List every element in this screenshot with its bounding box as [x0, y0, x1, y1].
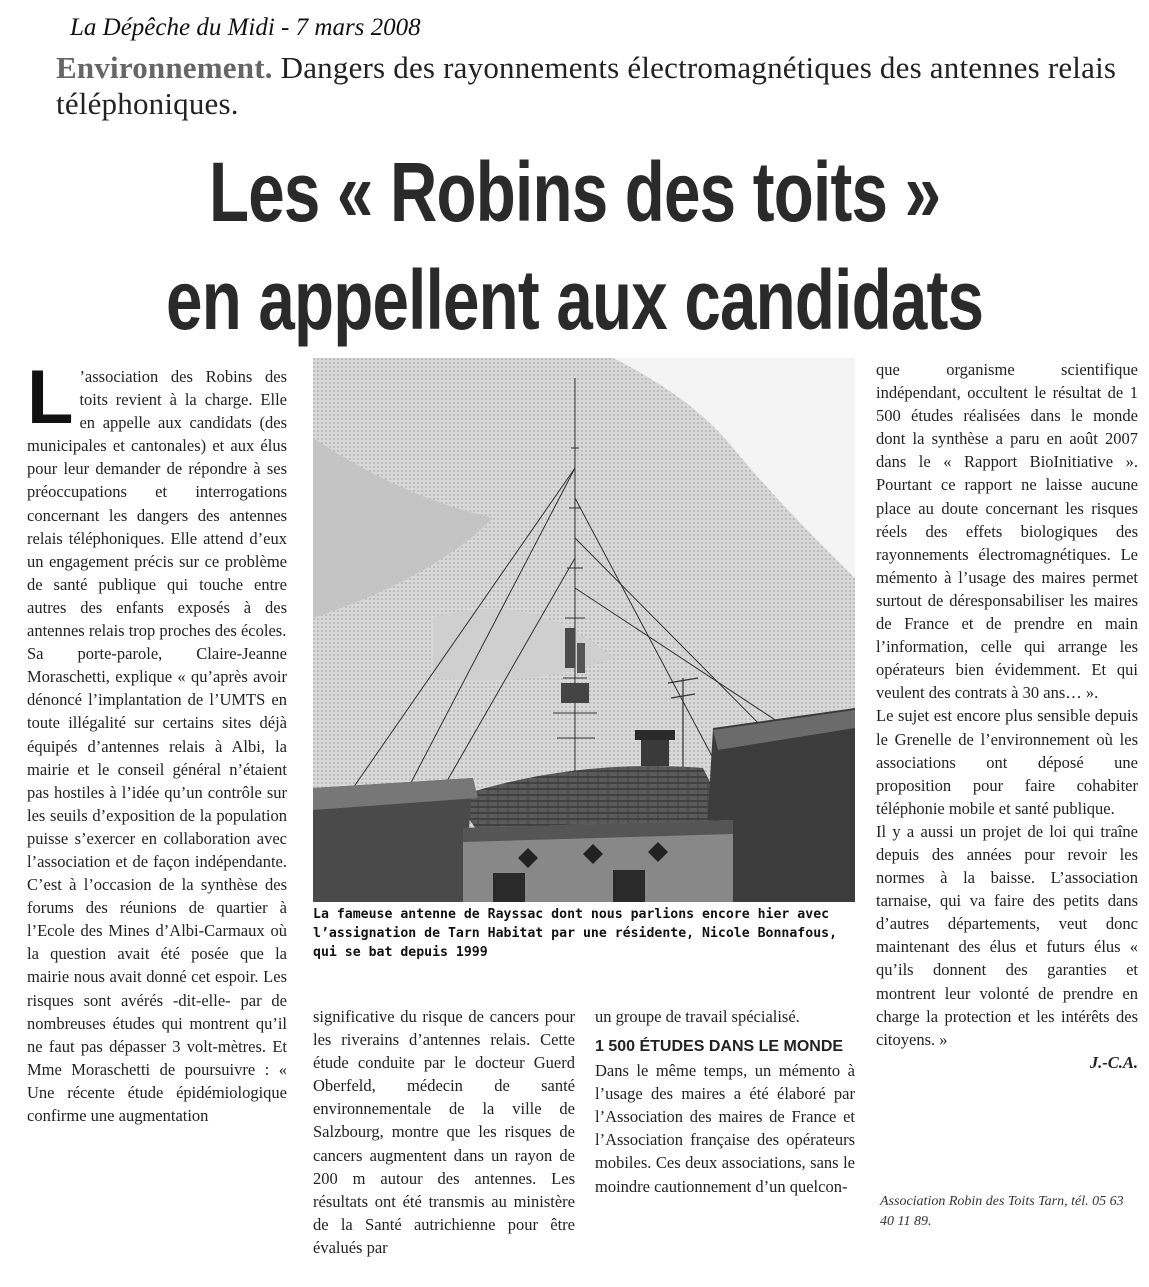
dropcap: L — [27, 355, 74, 440]
article-column-1 — [27, 355, 287, 1127]
author-signature: J.-C.A. — [1089, 1052, 1138, 1072]
headline-line-2: en appellent aux candidats — [166, 253, 984, 347]
antenna-photo — [313, 358, 855, 902]
kicker-text: Dangers des rayonnements électromagnétiques des antennes relais téléphoniques. — [56, 50, 1117, 121]
paragraph: Dans le même temps, un mémento à l’usage des maires a été élaboré par l’Association des maires de France et l’Association française des opérateurs mobiles. Ces deux associations, sans le moindre cautionnement d’un quelcon- — [595, 1061, 855, 1196]
headline-line-1: Les « Robins des toits » — [208, 145, 941, 239]
article-column-2 — [313, 1005, 575, 1259]
article-column-3 — [595, 1005, 855, 1198]
paragraph: Le sujet est encore plus sensible depuis le Grenelle de l’environnement où les associations ont déposé une proposition pour faire cohabiter téléphonie mobile et santé publique. — [876, 706, 1138, 818]
paragraph: ’association des Robins des toits revient à la charge. Elle en appelle aux candidats (des municipales et cantonales) et aux élus pour leur demander de répondre à ses préoccupations et interrogations concernant les dangers des antennes relais téléphoniques. Elle attend d’eux un engagement précis sur ce problème de santé publique qui touche entre autres des enfants exposés à des antennes relais trop proches des écoles. — [27, 367, 287, 641]
photo-caption: La fameuse antenne de Rayssac dont nous parlions encore hier avec l’assignation de Tarn Habitat par une résidente, Nicole Bonnafous, qui se bat depuis 1999 — [313, 907, 838, 960]
contact-info: Association Robin des Toits Tarn, tél. 05 63 40 11 89. — [880, 1194, 1124, 1229]
source-line: La Dépêche du Midi - 7 mars 2008 — [70, 14, 421, 41]
section-subhead: 1 500 ÉTUDES DANS LE MONDE — [595, 1038, 844, 1056]
paragraph: que organisme scientifique indépendant, occultent le résultat de 1 500 études réalisées dans le monde dont la synthèse a paru en août 2007 dans le « Rapport BioInitiative ». Pourtant ce rapport ne laisse aucune place au doute concernant les risques réels des effets biologiques des rayonnements électromagnétiques. Le mémento à l’usage des maires permet surtout de déresponsabiliser les maires de France et de prendre en main l’information, celle qui arrange les opérateurs bien évidemment. Et qui veulent des contrats à 30 ans… ». — [876, 360, 1138, 703]
kicker — [56, 50, 1136, 122]
article-column-4 — [876, 358, 1138, 1074]
paragraph: Il y a aussi un projet de loi qui traîne depuis des années pour revoir les normes à la baisse. L’association tarnaise, qui va faire des petits dans d’autres départements, veut donc maintenant des élus et futurs élus « qu’ils donnent des garanties et montrent leur volonté de prendre en charge la protection et les intérêts des citoyens. » — [876, 821, 1138, 1049]
paragraph: Sa porte-parole, Claire-Jeanne Moraschetti, explique « qu’après avoir dénoncé l’implantation de l’UMTS en toute illégalité sur certains sites déjà équipés d’antennes relais à Albi, la mairie et le conseil général n’étaient pas hostiles à l’idée qu’un contrôle sur les seuils d’exposition de la population puisse s’exercer en collaboration avec l’association et de façon indépendante. C’est à l’occasion de la synthèse des forums des réunions de quartier à l’Ecole des Mines d’Albi-Carmaux où la question avait été posée que la mairie nous avait donné cet espoir. Les risques sont avérés -dit-elle- par de nombreuses études qui montrent qu’il ne faut pas dépasser 3 volt-mètres. Et Mme Moraschetti de poursuivre : « Une récente étude épidémiologique confirme une augmentation — [27, 644, 287, 1125]
paragraph: un groupe de travail spécialisé. — [595, 1007, 800, 1026]
rubric-label: Environnement. — [56, 50, 273, 85]
antenna-photo-illustration — [313, 358, 855, 902]
paragraph: significative du risque de cancers pour les riverains d’antennes relais. Cette étude conduite par le docteur Guerd Oberfeld, médecin de santé environnementale de la ville de Salzbourg, montre que les risques de cancers augmentent dans un rayon de 200 m autour des antennes. Les résultats ont été transmis au ministère de la Santé autrichienne pour être évalués par — [313, 1007, 575, 1257]
headline — [127, 138, 1023, 354]
